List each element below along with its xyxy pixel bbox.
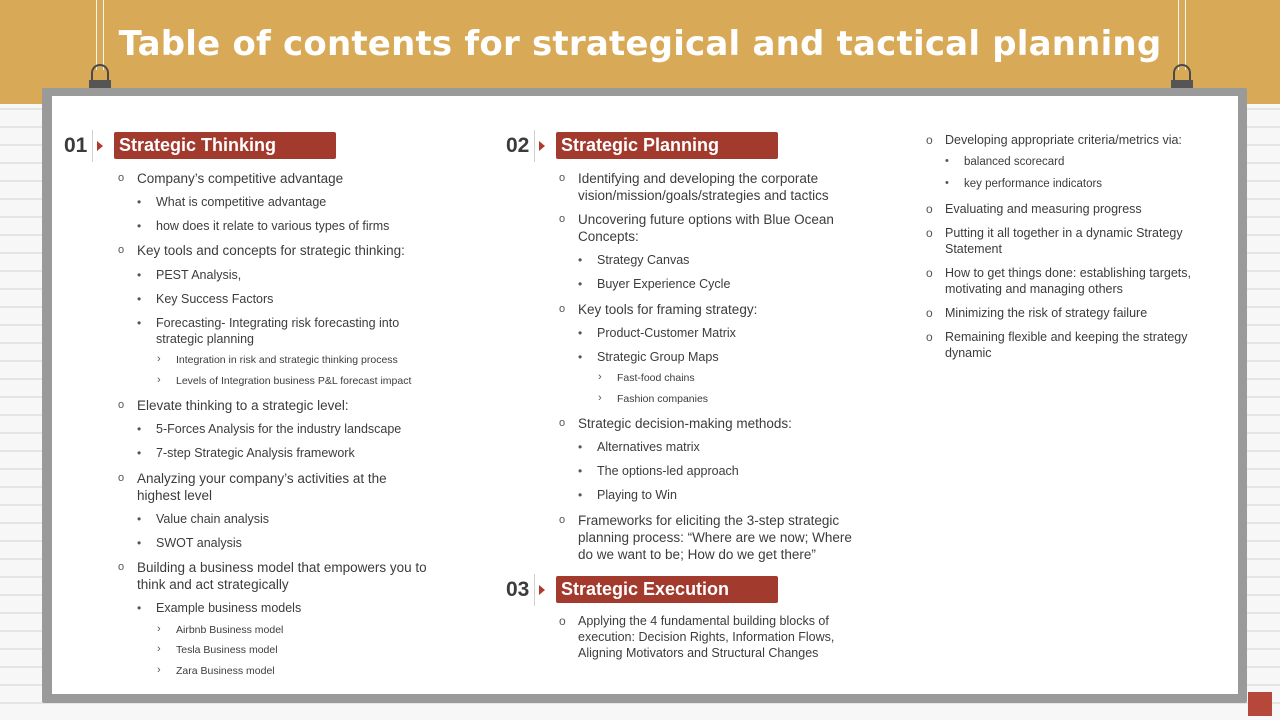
arrow-right-icon	[539, 141, 545, 151]
list-item: o Applying the 4 fundamental building blocks of execution: Decision Rights, Information Flows, Aligning Motivators and Structural Changes	[559, 614, 835, 660]
dot-bullet-icon: •	[578, 277, 583, 291]
list-item: • SWOT analysis	[137, 536, 242, 550]
section-number: 02	[506, 134, 530, 157]
list-item: o Strategic decision-making methods:	[559, 416, 792, 431]
chevron-bullet-icon: ›	[157, 374, 161, 386]
dot-bullet-icon: •	[578, 488, 583, 502]
section-02-header	[506, 132, 786, 160]
list-item: • balanced scorecard	[945, 155, 1065, 168]
section-number: 01	[64, 134, 88, 157]
list-item: • Strategic Group Maps	[578, 350, 719, 364]
list-item: o Identifying and developing the corporate vision/mission/goals/strategies and tactics	[559, 171, 829, 203]
list-item: • Key Success Factors	[137, 292, 274, 306]
circle-bullet-icon: o	[559, 213, 566, 225]
circle-bullet-icon: o	[926, 226, 933, 240]
circle-bullet-icon: o	[559, 303, 566, 315]
list-item: • key performance indicators	[945, 177, 1103, 190]
dot-bullet-icon: •	[137, 268, 142, 282]
dot-bullet-icon: •	[578, 440, 583, 454]
chevron-bullet-icon: ›	[157, 643, 161, 655]
circle-bullet-icon: o	[926, 133, 933, 147]
list-item: › Fashion companies	[598, 392, 709, 405]
list-item: o Frameworks for eliciting the 3-step strategic planning process: “Where are we now; Where do we want to be; How do we get there”	[559, 513, 852, 562]
circle-bullet-icon: o	[926, 202, 933, 216]
list-item: • What is competitive advantage	[137, 195, 327, 209]
circle-bullet-icon: o	[926, 266, 933, 280]
list-item: › Integration in risk and strategic thinking process	[157, 353, 398, 366]
list-item: o Elevate thinking to a strategic level:	[118, 398, 349, 413]
list-item: • 7-step Strategic Analysis framework	[137, 446, 355, 460]
dot-bullet-icon: •	[945, 155, 949, 167]
list-item: o Developing appropriate criteria/metrics via:	[926, 133, 1182, 147]
circle-bullet-icon: o	[118, 172, 125, 184]
list-item: o Key tools and concepts for strategic thinking:	[118, 243, 405, 258]
list-item: › Tesla Business model	[157, 643, 278, 656]
list-item: › Airbnb Business model	[157, 623, 284, 636]
section-03-header	[506, 576, 786, 604]
section-label-strategic-planning: Strategic Planning	[556, 132, 778, 159]
section-divider	[92, 130, 93, 162]
section-number: 03	[506, 578, 530, 601]
dot-bullet-icon: •	[578, 326, 583, 340]
list-item: o How to get things done: establishing targets, motivating and managing others	[926, 266, 1191, 296]
list-item: o Building a business model that empowers you to think and act strategically	[118, 560, 427, 592]
dot-bullet-icon: •	[137, 422, 142, 436]
list-item: • Product-Customer Matrix	[578, 326, 736, 340]
circle-bullet-icon: o	[559, 172, 566, 184]
dot-bullet-icon: •	[137, 219, 142, 233]
list-item: • how does it relate to various types of firms	[137, 219, 390, 233]
list-item: • Value chain analysis	[137, 512, 270, 526]
arrow-right-icon	[539, 585, 545, 595]
section-label-strategic-execution: Strategic Execution	[556, 576, 778, 603]
chevron-bullet-icon: ›	[598, 392, 602, 404]
right-binder-clip	[1171, 0, 1193, 102]
circle-bullet-icon: o	[118, 472, 125, 484]
circle-bullet-icon: o	[118, 244, 125, 256]
dot-bullet-icon: •	[945, 177, 949, 189]
dot-bullet-icon: •	[137, 316, 142, 330]
chevron-bullet-icon: ›	[598, 371, 602, 383]
circle-bullet-icon: o	[118, 399, 125, 411]
circle-bullet-icon: o	[559, 514, 566, 526]
list-item: • Playing to Win	[578, 488, 677, 502]
left-binder-clip	[89, 0, 111, 102]
list-item: • PEST Analysis,	[137, 268, 242, 282]
chevron-bullet-icon: ›	[157, 623, 161, 635]
list-item: o Evaluating and measuring progress	[926, 202, 1142, 216]
corner-accent-square	[1248, 692, 1272, 716]
circle-bullet-icon: o	[559, 417, 566, 429]
circle-bullet-icon: o	[118, 561, 125, 573]
section-01-header	[64, 132, 344, 160]
arrow-right-icon	[97, 141, 103, 151]
list-item: • Alternatives matrix	[578, 440, 700, 454]
circle-bullet-icon: o	[559, 614, 566, 628]
dot-bullet-icon: •	[137, 292, 142, 306]
list-item: o Analyzing your company’s activities at the highest level	[118, 471, 387, 503]
section-divider	[534, 130, 535, 162]
dot-bullet-icon: •	[137, 512, 142, 526]
list-item: • 5-Forces Analysis for the industry landscape	[137, 422, 402, 436]
list-item: o Remaining flexible and keeping the strategy dynamic	[926, 330, 1188, 360]
dot-bullet-icon: •	[137, 601, 142, 615]
list-item: › Levels of Integration business P&L forecast impact	[157, 374, 412, 387]
list-item: o Putting it all together in a dynamic Strategy Statement	[926, 226, 1183, 256]
circle-bullet-icon: o	[926, 306, 933, 320]
list-item: • The options-led approach	[578, 464, 739, 478]
section-label-strategic-thinking: Strategic Thinking	[114, 132, 336, 159]
dot-bullet-icon: •	[137, 195, 142, 209]
dot-bullet-icon: •	[137, 446, 142, 460]
dot-bullet-icon: •	[578, 350, 583, 364]
chevron-bullet-icon: ›	[157, 353, 161, 365]
list-item: • Buyer Experience Cycle	[578, 277, 731, 291]
list-item: › Fast-food chains	[598, 371, 695, 384]
dot-bullet-icon: •	[137, 536, 142, 550]
dot-bullet-icon: •	[578, 464, 583, 478]
list-item: o Company’s competitive advantage	[118, 171, 344, 186]
list-item: o Minimizing the risk of strategy failure	[926, 306, 1148, 320]
list-item: o Key tools for framing strategy:	[559, 302, 758, 317]
list-item: • Strategy Canvas	[578, 253, 690, 267]
circle-bullet-icon: o	[926, 330, 933, 344]
list-item: • Example business models	[137, 601, 302, 615]
list-item: o Uncovering future options with Blue Ocean Concepts:	[559, 212, 834, 244]
section-divider	[534, 574, 535, 606]
dot-bullet-icon: •	[578, 253, 583, 267]
list-item: • Forecasting- Integrating risk forecasting into strategic planning	[137, 316, 400, 346]
list-item: › Zara Business model	[157, 664, 275, 677]
chevron-bullet-icon: ›	[157, 664, 161, 676]
page-title: Table of contents for strategical and tactical planning	[118, 24, 1162, 64]
